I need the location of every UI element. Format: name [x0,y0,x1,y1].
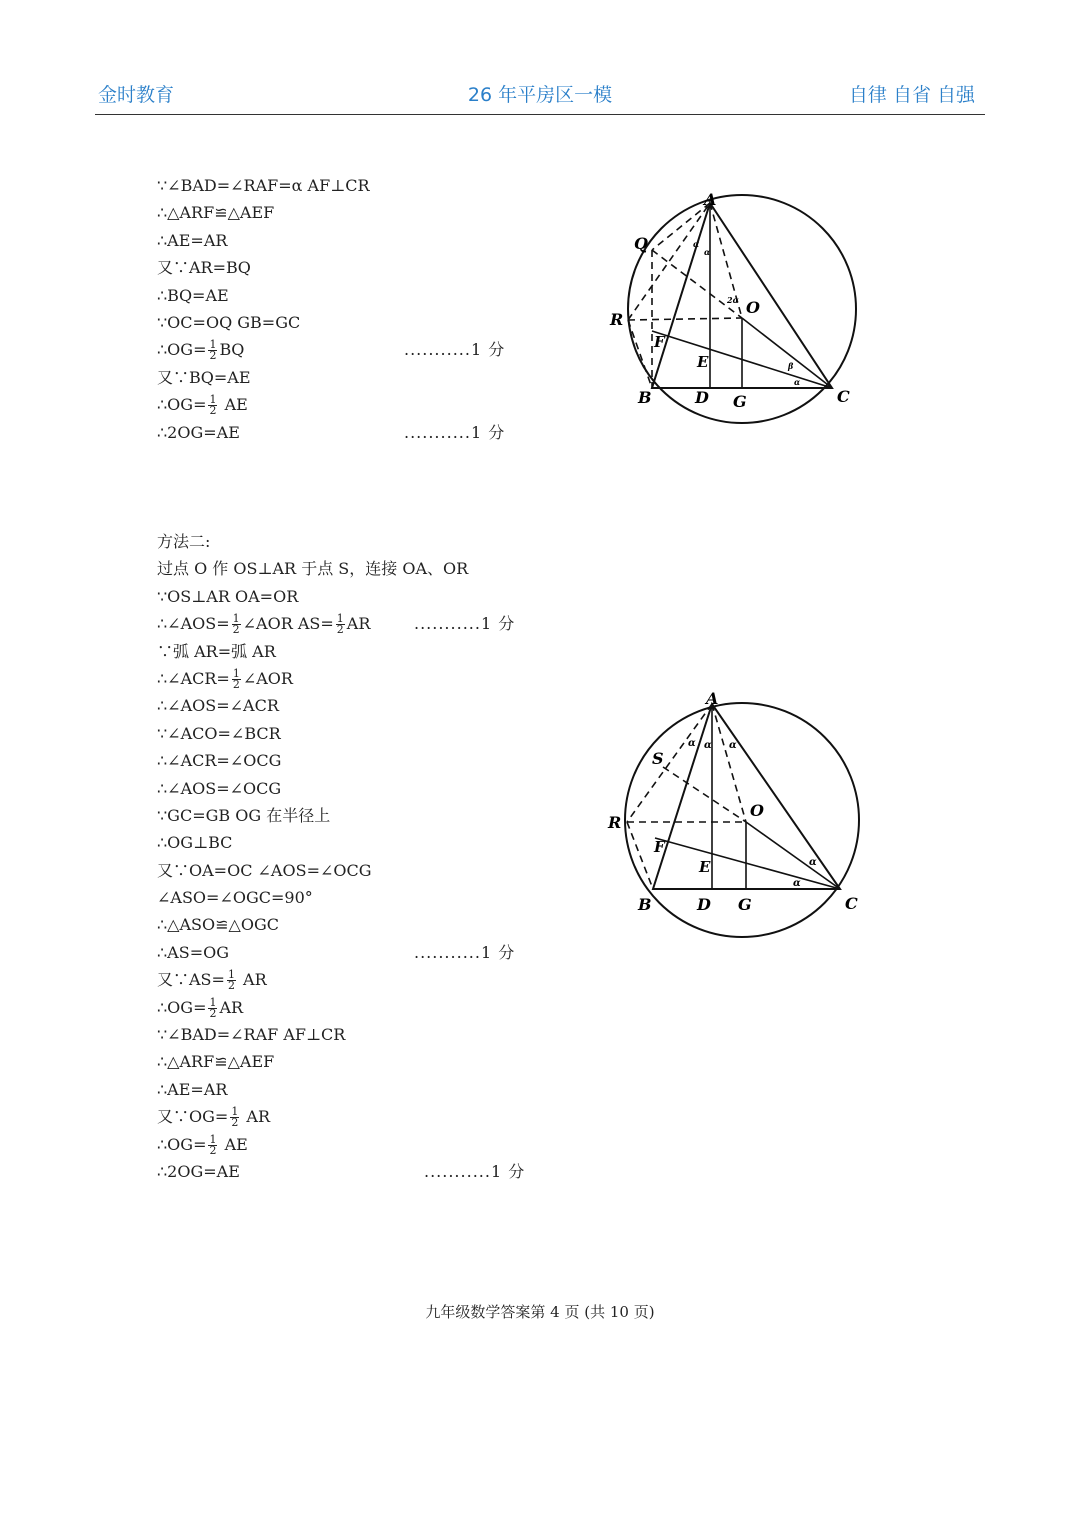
fraction-numerator: 1 [336,612,344,626]
proof-text: ∴OG⊥BC [157,833,233,853]
proof-line [157,391,577,418]
proof-line [157,638,577,665]
label-d: D [695,388,709,407]
method2-title: 方法二: [157,532,211,551]
proof-text: ∴AS=OG [157,942,229,962]
proof-text: ∵OS⊥AR OA=OR [157,586,299,606]
fraction-numerator: 1 [209,393,217,407]
proof-line [157,775,577,802]
proof-line [157,254,577,281]
fraction [208,995,217,1020]
label-a: A [704,190,717,209]
proof-text: ∴∠AOS= [157,614,230,634]
proof-text: ∴∠AOS=∠OCG [157,778,282,798]
score-mark: ...........1 分 [424,1161,526,1181]
label-o: O [750,801,764,820]
score-mark: ...........1 分 [404,340,506,360]
proof-text: ∵∠BAD=∠RAF AF⊥CR [157,1025,346,1045]
fraction-denominator: 2 [336,623,344,637]
fraction [227,970,236,991]
angle-mark: α [688,738,696,749]
proof-line [157,583,577,610]
label-f: F [654,838,665,856]
proof-line [157,720,577,747]
proof-text: AE [219,395,248,415]
fraction-denominator: 2 [209,404,217,418]
page-header [95,78,985,115]
proof-line [157,911,577,938]
label-f: F [654,333,665,351]
proof-line [157,802,577,829]
label-e: E [697,353,709,371]
fraction-numerator: 1 [209,995,217,1009]
proof-text: ∴BQ=AE [157,285,229,305]
fraction-denominator: 2 [227,979,235,993]
proof-text: 过点 O 作 OS⊥AR 于点 S，连接 OA、OR [157,559,469,579]
angle-mark: α [693,239,700,249]
label-g: G [733,392,747,411]
fraction [230,1107,239,1128]
proof-text: ∴2OG=AE [157,1161,240,1181]
proof-text: ∴△ARF≌△AEF [157,1052,275,1072]
proof-text: ∴△ARF≌△AEF [157,203,275,223]
method1-figure [600,185,870,429]
proof-line [157,1021,577,1048]
proof-line [157,966,577,993]
proof-text: ∵弧 AR=弧 AR [157,641,276,661]
proof-text: ∵GC=GB OG 在半径上 [157,805,331,825]
proof-text: AR [346,614,371,634]
label-s: S [652,749,664,768]
proof-text: ∠ASO=∠OGC=90° [157,888,313,908]
header-exam-title: 26 年平房区一模 [467,84,613,106]
method1-proof [157,172,577,446]
method2-geometry-diagram [600,682,870,944]
proof-text: AR [237,970,267,990]
fraction-numerator: 1 [209,338,217,352]
fraction-denominator: 2 [232,623,240,637]
label-r: R [610,310,624,329]
angle-mark: α [704,247,711,257]
proof-line [157,884,577,911]
proof-text: AR [219,997,244,1017]
proof-text: ∴OG= [157,997,207,1017]
fraction-numerator: 1 [232,666,240,680]
header-motto: 自律 自省 自强 [848,84,975,106]
method1-geometry-diagram [600,185,870,425]
proof-text: ∴∠ACR=∠OCG [157,751,282,771]
fraction-denominator: 2 [209,1143,217,1157]
method2-proof [157,528,577,1185]
proof-text: AE [219,1134,248,1154]
label-d: D [697,895,711,914]
proof-text: ∴OG= [157,1134,207,1154]
label-g: G [738,895,752,914]
proof-text: ∴AE=AR [157,230,228,250]
fraction-denominator: 2 [209,349,217,363]
proof-text: 又∵OA=OC ∠AOS=∠OCG [157,860,372,880]
angle-mark: α [794,377,801,387]
fraction-numerator: 1 [209,1132,217,1146]
proof-line [157,419,577,446]
proof-line [157,994,577,1021]
label-c: C [837,387,850,406]
fraction [232,666,241,691]
angle-mark: α [704,740,712,751]
proof-line [157,227,577,254]
proof-line [157,1158,577,1185]
proof-line [157,692,577,719]
proof-line [157,1076,577,1103]
proof-text: ∵OC=OQ GB=GC [157,312,301,332]
label-o: O [746,298,760,317]
proof-text: 又∵AS= [157,970,225,990]
proof-text: ∠AOR AS= [242,614,334,634]
proof-text: ∴∠ACR= [157,668,230,688]
fraction-numerator: 1 [231,1105,239,1119]
proof-line [157,1103,577,1130]
fraction [208,340,217,361]
angle-mark: β [788,361,794,371]
proof-line [157,939,577,966]
proof-text: ∠AOR [242,668,293,688]
fraction-numerator: 1 [227,968,235,982]
label-a: A [706,689,719,708]
proof-line [157,309,577,336]
proof-line [157,665,577,692]
label-b: B [638,895,652,914]
proof-text: 又∵BQ=AE [157,367,251,387]
fraction [208,395,217,416]
proof-text: ∴△ASO≌△OGC [157,915,279,935]
proof-line [157,199,577,226]
proof-line [157,829,577,856]
proof-line [157,610,577,637]
proof-line [157,1131,577,1158]
fraction [208,1132,217,1157]
fraction-denominator: 2 [231,1116,239,1130]
angle-mark: α [729,740,737,751]
angle-mark: α [793,878,801,889]
proof-line [157,857,577,884]
proof-text: ∴AE=AR [157,1079,228,1099]
proof-text: BQ [219,340,245,360]
proof-text: ∴OG= [157,340,207,360]
fraction-denominator: 2 [209,1006,217,1020]
fraction [336,614,345,635]
proof-text: ∵∠ACO=∠BCR [157,723,281,743]
fraction [232,614,241,635]
proof-line [157,364,577,391]
label-c: C [845,894,858,913]
proof-line [157,1048,577,1075]
label-q: Q [634,234,648,253]
angle-mark: 2α [727,295,739,305]
proof-line [157,336,577,363]
page-footer: 九年级数学答案第 4 页 (共 10 页) [425,1303,655,1321]
proof-text: 又∵AR=BQ [157,258,251,278]
proof-text: ∵∠BAD=∠RAF=α AF⊥CR [157,176,370,195]
label-e: E [699,858,711,876]
proof-line [157,172,577,199]
proof-text: ∴2OG=AE [157,422,240,442]
proof-text: AR [241,1107,270,1127]
angle-mark: α [809,857,817,868]
proof-text: ∴OG= [157,395,207,415]
proof-line [157,282,577,309]
score-mark: ...........1 分 [404,422,506,442]
header-brand: 金时教育 [98,84,175,106]
proof-text: 又∵OG= [157,1107,229,1127]
proof-text: ∴∠AOS=∠ACR [157,696,279,716]
fraction-denominator: 2 [232,677,240,691]
method2-figure [600,682,870,948]
label-r: R [608,813,622,832]
fraction-numerator: 1 [232,612,240,626]
score-mark: ...........1 分 [414,614,516,634]
score-mark: ...........1 分 [414,942,516,962]
proof-line [157,555,577,582]
label-b: B [638,388,652,407]
proof-line [157,747,577,774]
